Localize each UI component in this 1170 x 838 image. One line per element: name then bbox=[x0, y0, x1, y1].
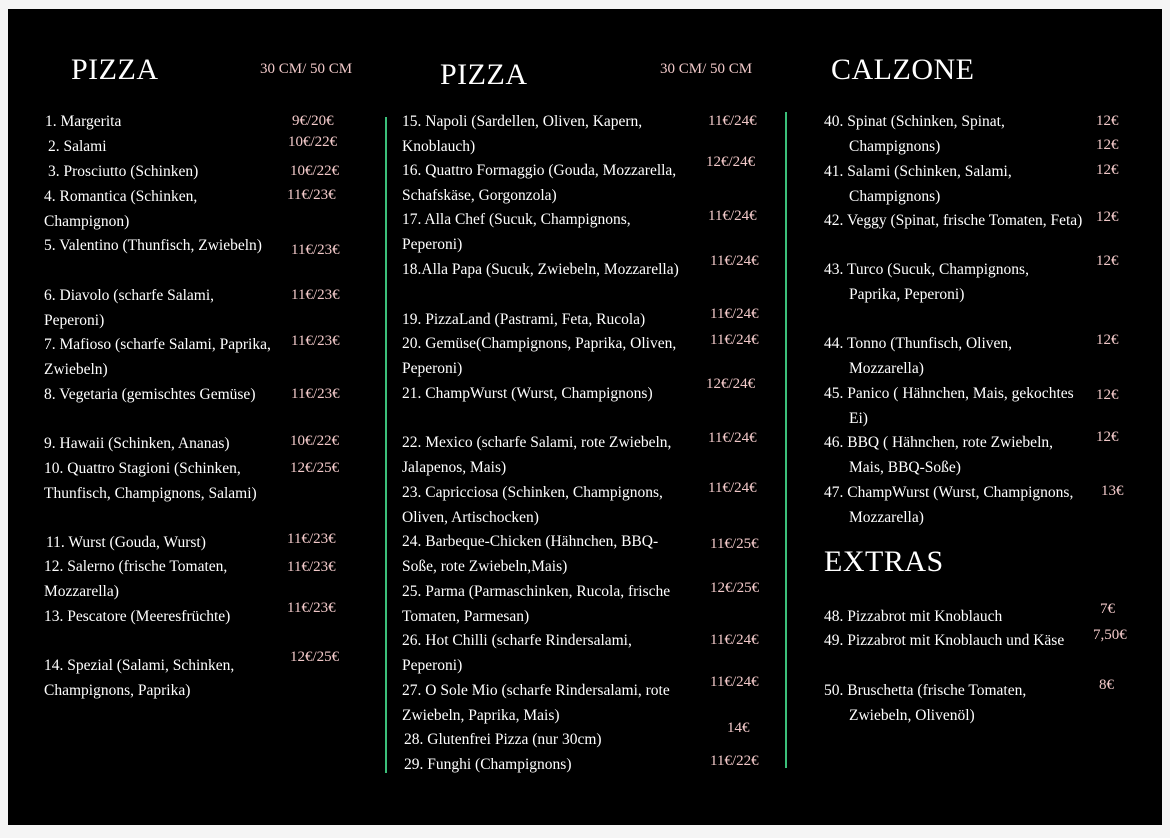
item-price: 12€ bbox=[1096, 429, 1119, 445]
item-price: 11€/23€ bbox=[291, 242, 340, 258]
item-price: 11€/23€ bbox=[287, 559, 336, 575]
item-price: 12€ bbox=[1096, 387, 1119, 403]
menu-item: 12. Salerno (frische Tomaten, Mozzarella) bbox=[44, 558, 228, 600]
item-price: 11€/24€ bbox=[710, 674, 759, 690]
menu-item: 24. Barbeque-Chicken (Hähnchen, BBQ-Soße, rote Zwiebeln,Mais) bbox=[402, 533, 659, 575]
item-price: 11€/24€ bbox=[708, 430, 757, 446]
item-price: 11€/24€ bbox=[710, 253, 759, 269]
menu-item: 3. Prosciutto (Schinken) bbox=[48, 163, 199, 180]
item-price: 12€ bbox=[1096, 253, 1119, 269]
menu-item: 28. Glutenfrei Pizza (nur 30cm) bbox=[404, 731, 602, 748]
menu-item: 10. Quattro Stagioni (Schinken, Thunfisch, Champignons, Salami) bbox=[44, 460, 257, 502]
menu-item: 49. Pizzabrot mit Knoblauch und Käse bbox=[824, 632, 1065, 649]
menu-item: 21. ChampWurst (Wurst, Champignons) bbox=[402, 385, 653, 402]
pizza-sizes-left: 30 CM/ 50 CM bbox=[260, 61, 353, 77]
item-price: 12€/25€ bbox=[710, 580, 760, 596]
item-price: 11€/24€ bbox=[708, 113, 757, 129]
item-price: 12€/25€ bbox=[290, 649, 340, 665]
item-price: 11€/24€ bbox=[710, 632, 759, 648]
item-price: 11€/25€ bbox=[710, 536, 759, 552]
menu-item: 23. Capricciosa (Schinken, Champignons, Oliven, Artischocken) bbox=[402, 484, 663, 526]
item-price: 10€/22€ bbox=[288, 134, 338, 150]
pizza-sizes-middle: 30 CM/ 50 CM bbox=[660, 61, 753, 77]
pizza-heading-middle: PIZZA bbox=[440, 58, 528, 91]
menu-item: 2. Salami bbox=[48, 138, 107, 155]
menu-item: 13. Pescatore (Meeresfrüchte) bbox=[44, 608, 231, 625]
menu-item: 41. Salami (Schinken, Salami, Champignons) bbox=[824, 163, 1012, 205]
menu-item: 9. Hawaii (Schinken, Ananas) bbox=[44, 435, 230, 452]
item-price: 12€ bbox=[1096, 113, 1119, 129]
item-price: 11€/23€ bbox=[291, 386, 340, 402]
menu-item: 26. Hot Chilli (scharfe Rindersalami, Peperoni) bbox=[402, 632, 632, 674]
menu-item: 50. Bruschetta (frische Tomaten, Zwiebeln, Olivenöl) bbox=[824, 682, 1027, 724]
menu-item: 11. Wurst (Gouda, Wurst) bbox=[46, 534, 206, 551]
item-price: 12€/24€ bbox=[706, 376, 756, 392]
column-divider bbox=[385, 117, 387, 773]
menu-item: 46. BBQ ( Hähnchen, rote Zwiebeln, Mais, BBQ-Soße) bbox=[824, 434, 1053, 476]
menu-item: 15. Napoli (Sardellen, Oliven, Kapern, Knoblauch) bbox=[402, 113, 643, 155]
menu-item: 43. Turco (Sucuk, Champignons, Paprika, Peperoni) bbox=[824, 261, 1029, 303]
item-price: 12€ bbox=[1096, 332, 1119, 348]
menu-item: 19. PizzaLand (Pastrami, Feta, Rucola) bbox=[402, 311, 646, 328]
pizza-heading-left: PIZZA bbox=[71, 53, 159, 86]
menu-board bbox=[8, 9, 1162, 825]
menu-item: 14. Spezial (Salami, Schinken, Champignons, Paprika) bbox=[44, 657, 235, 699]
menu-item: 16. Quattro Formaggio (Gouda, Mozzarella, Schafskäse, Gorgonzola) bbox=[402, 162, 677, 204]
item-price: 12€ bbox=[1096, 137, 1119, 153]
item-price: 11€/24€ bbox=[710, 306, 759, 322]
menu-item: 42. Veggy (Spinat, frische Tomaten, Feta) bbox=[824, 212, 1083, 229]
calzone-heading: CALZONE bbox=[831, 53, 975, 86]
item-price: 11€/23€ bbox=[287, 531, 336, 547]
item-price: 12€/25€ bbox=[290, 460, 340, 476]
item-price: 11€/22€ bbox=[710, 753, 759, 769]
item-price: 7,50€ bbox=[1093, 627, 1127, 643]
menu-item: 45. Panico ( Hähnchen, Mais, gekochtes Ei) bbox=[824, 385, 1074, 427]
item-price: 13€ bbox=[1101, 483, 1124, 499]
menu-item: 44. Tonno (Thunfisch, Oliven, Mozzarella) bbox=[824, 335, 1013, 377]
item-price: 11€/23€ bbox=[287, 187, 336, 203]
menu-item: 7. Mafioso (scharfe Salami, Paprika, Zwiebeln) bbox=[44, 336, 271, 378]
menu-item: 6. Diavolo (scharfe Salami, Peperoni) bbox=[44, 287, 215, 329]
item-price: 11€/24€ bbox=[708, 208, 757, 224]
column-divider bbox=[785, 112, 787, 768]
menu-item: 20. Gemüse(Champignons, Paprika, Oliven, Peperoni) bbox=[402, 335, 677, 377]
menu-item: 29. Funghi (Champignons) bbox=[404, 756, 572, 773]
menu-item: 22. Mexico (scharfe Salami, rote Zwiebeln, Jalapenos, Mais) bbox=[402, 434, 672, 476]
menu-item: 4. Romantica (Schinken, Champignon) bbox=[44, 188, 198, 230]
menu-item: 1. Margerita bbox=[45, 113, 122, 130]
menu-item: 25. Parma (Parmaschinken, Rucola, frische Tomaten, Parmesan) bbox=[402, 583, 671, 625]
extras-heading: EXTRAS bbox=[824, 545, 944, 578]
menu-item: 17. Alla Chef (Sucuk, Champignons, Peperoni) bbox=[402, 211, 631, 253]
menu-item: 8. Vegetaria (gemischtes Gemüse) bbox=[44, 386, 256, 403]
item-price: 7€ bbox=[1100, 601, 1115, 617]
item-price: 14€ bbox=[727, 720, 750, 736]
item-price: 11€/23€ bbox=[287, 600, 336, 616]
menu-item: 48. Pizzabrot mit Knoblauch bbox=[824, 608, 1003, 625]
item-price: 12€/24€ bbox=[706, 154, 756, 170]
item-price: 10€/22€ bbox=[290, 433, 340, 449]
item-price: 11€/24€ bbox=[708, 480, 757, 496]
menu-item: 47. ChampWurst (Wurst, Champignons, Mozzarella) bbox=[824, 484, 1074, 526]
item-price: 12€ bbox=[1096, 209, 1119, 225]
item-price: 9€/20€ bbox=[292, 113, 334, 129]
menu-item: 18.Alla Papa (Sucuk, Zwiebeln, Mozzarella) bbox=[402, 261, 679, 278]
item-price: 12€ bbox=[1096, 162, 1119, 178]
menu-item: 27. O Sole Mio (scharfe Rindersalami, rote Zwiebeln, Paprika, Mais) bbox=[402, 682, 670, 724]
item-price: 11€/23€ bbox=[291, 287, 340, 303]
menu-item: 40. Spinat (Schinken, Spinat, Champignons) bbox=[824, 113, 1005, 155]
item-price: 11€/23€ bbox=[291, 333, 340, 349]
item-price: 11€/24€ bbox=[710, 332, 759, 348]
menu-item: 5. Valentino (Thunfisch, Zwiebeln) bbox=[44, 237, 262, 254]
item-price: 8€ bbox=[1099, 677, 1114, 693]
item-price: 10€/22€ bbox=[290, 163, 340, 179]
